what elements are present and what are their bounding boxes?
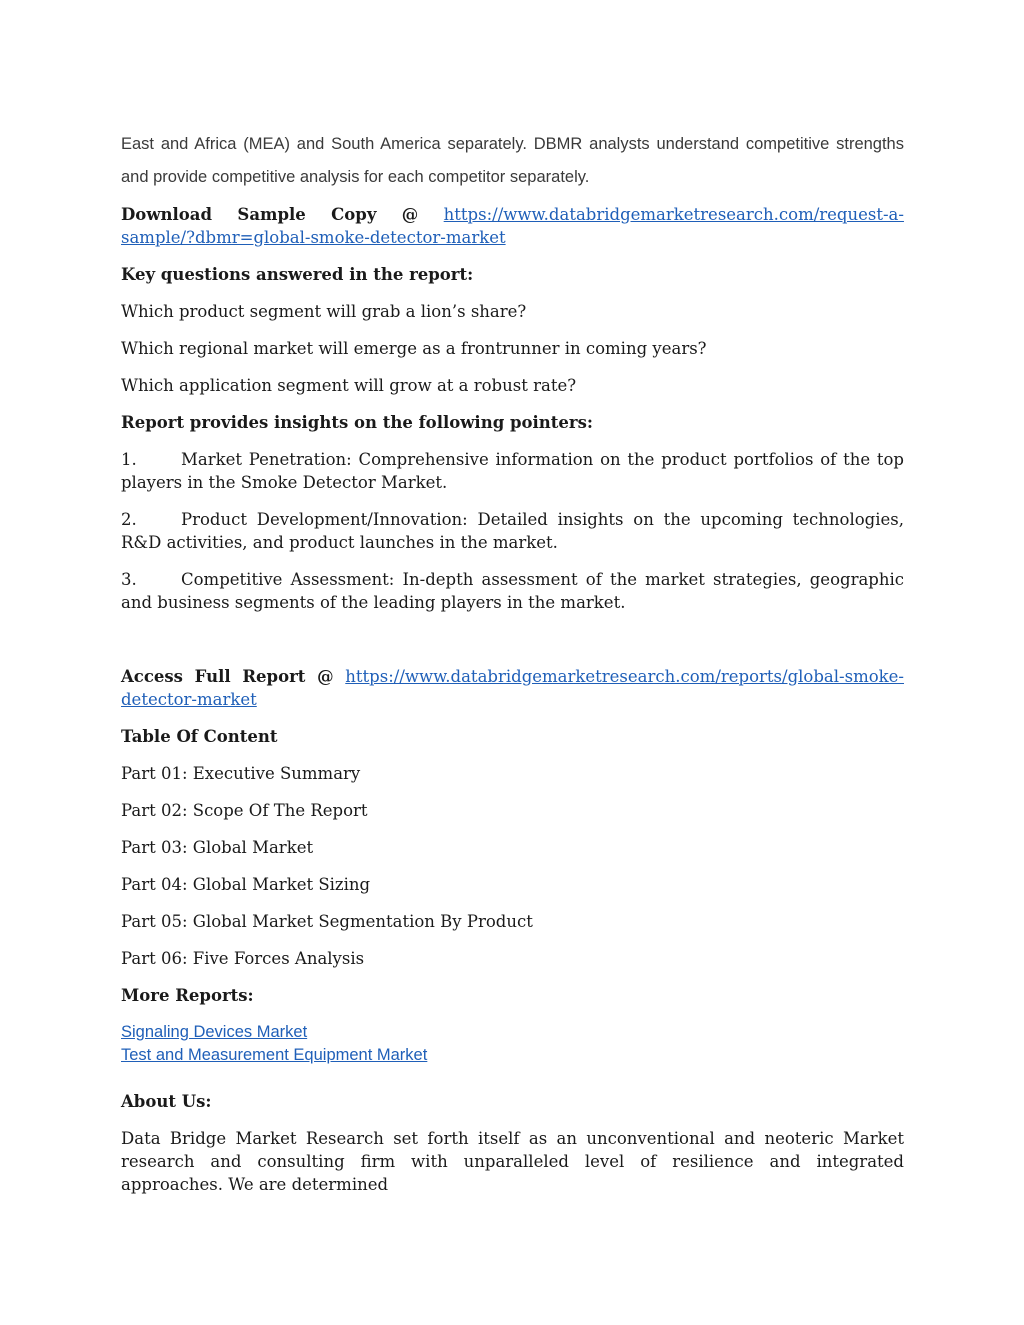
copy-word: Copy — [331, 205, 377, 224]
sample-word: Sample — [237, 205, 306, 224]
more-reports-heading: More Reports: — [121, 986, 254, 1005]
question-item: Which product segment will grab a lion’s share? — [121, 302, 527, 321]
pointers-heading: Report provides insights on the following pointers: — [121, 413, 593, 432]
toc-heading: Table Of Content — [121, 727, 278, 746]
pointer-text: Product Development/Innovation: Detailed insights on the upcoming technologies, R&D activities, and product launches in the market. — [121, 510, 904, 552]
download-sample-link[interactable]: https://www.databridgemarketresearch.com/request-a- — [443, 205, 904, 224]
access-report-block — [121, 665, 904, 711]
document-page — [121, 128, 904, 1196]
pointer-number: 3. — [121, 570, 137, 589]
more-reports-list — [121, 1021, 904, 1067]
pointer-item — [121, 568, 904, 614]
report-word: Report — [242, 667, 306, 686]
key-questions-heading: Key questions answered in the report: — [121, 265, 474, 284]
download-sample-line — [121, 203, 904, 226]
full-word: Full — [194, 667, 231, 686]
download-sample-block — [121, 203, 904, 249]
more-report-link-signaling[interactable]: Signaling Devices Market — [121, 1023, 308, 1041]
toc-item: Part 01: Executive Summary — [121, 764, 361, 783]
spacer — [121, 628, 904, 665]
toc-item: Part 06: Five Forces Analysis — [121, 949, 365, 968]
toc-item: Part 02: Scope Of The Report — [121, 801, 368, 820]
toc-item: Part 04: Global Market Sizing — [121, 875, 371, 894]
more-report-link-test-measurement[interactable]: Test and Measurement Equipment Market — [121, 1046, 428, 1064]
question-item: Which regional market will emerge as a frontrunner in coming years? — [121, 339, 707, 358]
pointer-text: Market Penetration: Comprehensive information on the product portfolios of the top players in the Smoke Detector Market. — [121, 450, 904, 492]
about-paragraph: Data Bridge Market Research set forth itself as an unconventional and neoteric Market research and consulting firm with unparalleled level of resilience and integrated approaches. We are determined — [121, 1129, 904, 1194]
intro-paragraph: East and Africa (MEA) and South America separately. DBMR analysts understand competitive strengths and provide competitive analysis for each competitor separately. — [121, 135, 904, 186]
pointer-item — [121, 508, 904, 554]
access-word: Access — [121, 667, 183, 686]
pointer-item — [121, 448, 904, 494]
pointer-number: 1. — [121, 450, 137, 469]
question-item: Which application segment will grow at a robust rate? — [121, 376, 577, 395]
spacer — [121, 1067, 904, 1090]
pointer-text: Competitive Assessment: In-depth assessment of the market strategies, geographic and business segments of the leading players in the market. — [121, 570, 904, 612]
access-report-line — [121, 665, 904, 688]
toc-item: Part 05: Global Market Segmentation By Product — [121, 912, 533, 931]
access-report-link-continued[interactable]: detector-market — [121, 690, 257, 709]
about-heading: About Us: — [121, 1092, 212, 1111]
download-sample-link-continued[interactable]: sample/?dbmr=global-smoke-detector-market — [121, 228, 506, 247]
toc-item: Part 03: Global Market — [121, 838, 314, 857]
download-word: Download — [121, 205, 213, 224]
pointer-number: 2. — [121, 510, 137, 529]
access-report-link[interactable]: https://www.databridgemarketresearch.com/reports/global-smoke- — [345, 667, 904, 686]
at-symbol: @ — [317, 667, 334, 686]
at-symbol: @ — [401, 205, 419, 224]
